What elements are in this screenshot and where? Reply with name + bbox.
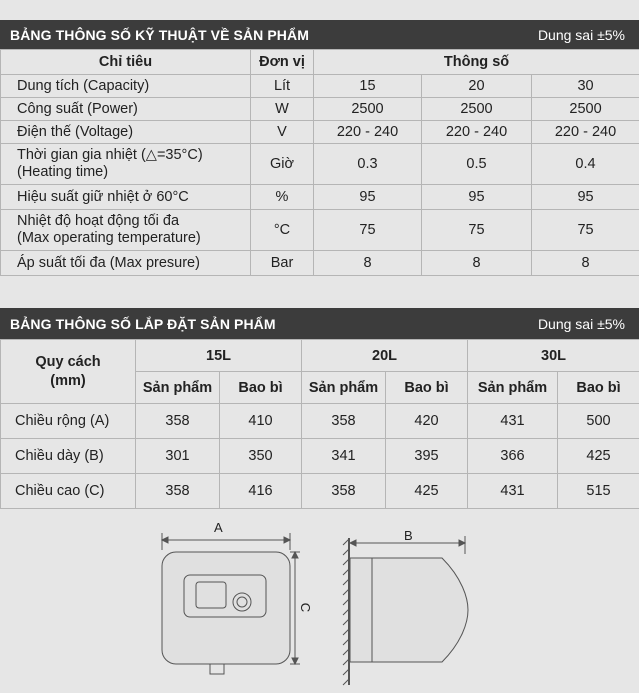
spec-header-row	[1, 50, 639, 75]
install-tolerance: Dung sai ±5%	[537, 315, 625, 332]
cell: 395	[386, 439, 468, 474]
heater-front-body	[162, 552, 290, 664]
values-header: Thông số	[314, 50, 639, 75]
row-value: 2500	[314, 98, 422, 121]
cell: 431	[468, 404, 558, 439]
row-name	[1, 210, 251, 251]
spec-table	[0, 49, 639, 276]
cell: 358	[302, 404, 386, 439]
row-value: 8	[422, 251, 532, 276]
row-name: Công suất (Power)	[1, 98, 251, 121]
row-value: 220 - 240	[422, 121, 532, 144]
heater-side-body	[372, 558, 468, 662]
sub-package: Bao bì	[386, 372, 468, 404]
row-value: 0.4	[532, 144, 639, 185]
spec-label-line1: Quy cách	[35, 353, 101, 370]
sub-product: Sản phẩm	[136, 372, 220, 404]
table-row	[1, 121, 639, 144]
row-value: 20	[422, 75, 532, 98]
sub-package: Bao bì	[558, 372, 639, 404]
row-value: 30	[532, 75, 639, 98]
row-unit: Bar	[251, 251, 314, 276]
sub-product: Sản phẩm	[468, 372, 558, 404]
row-value: 95	[422, 185, 532, 210]
row-unit: Giờ	[251, 144, 314, 185]
row-value: 2500	[422, 98, 532, 121]
row-name-line1: Thời gian gia nhiệt (△=35°C)	[17, 147, 203, 163]
table-row	[1, 439, 639, 474]
pipe-outlet	[210, 664, 224, 674]
row-name: Chiều cao (C)	[1, 474, 136, 509]
row-value: 0.5	[422, 144, 532, 185]
row-name: Điện thế (Voltage)	[1, 121, 251, 144]
row-name: Dung tích (Capacity)	[1, 75, 251, 98]
dimension-diagram	[150, 520, 480, 693]
row-value: 0.3	[314, 144, 422, 185]
spec-header	[0, 20, 639, 49]
cell: 500	[558, 404, 639, 439]
row-value: 75	[532, 210, 639, 251]
cell: 515	[558, 474, 639, 509]
row-name: Chiều dày (B)	[1, 439, 136, 474]
row-name-line2: (Heating time)	[17, 164, 109, 180]
table-row	[1, 185, 639, 210]
sub-package: Bao bì	[220, 372, 302, 404]
model-20l: 20L	[302, 340, 468, 372]
row-unit: %	[251, 185, 314, 210]
mount-bracket	[350, 558, 372, 662]
row-value: 75	[314, 210, 422, 251]
cell: 416	[220, 474, 302, 509]
cell: 425	[386, 474, 468, 509]
row-name	[1, 144, 251, 185]
row-unit: °C	[251, 210, 314, 251]
unit-header: Đơn vị	[251, 50, 314, 75]
model-30l: 30L	[468, 340, 639, 372]
spec-label-line2: (mm)	[50, 372, 86, 389]
row-value: 220 - 240	[314, 121, 422, 144]
row-value: 8	[532, 251, 639, 276]
row-value: 95	[314, 185, 422, 210]
table-row	[1, 144, 639, 185]
row-name-line2: (Max operating temperature)	[17, 230, 201, 246]
label-b: B	[404, 528, 413, 543]
criteria-header: Chỉ tiêu	[1, 50, 251, 75]
install-title: BẢNG THÔNG SỐ LẮP ĐẶT SẢN PHẨM	[10, 315, 276, 332]
cell: 425	[558, 439, 639, 474]
cell: 410	[220, 404, 302, 439]
row-value: 2500	[532, 98, 639, 121]
cell: 301	[136, 439, 220, 474]
sub-product: Sản phẩm	[302, 372, 386, 404]
row-unit: W	[251, 98, 314, 121]
cell: 341	[302, 439, 386, 474]
label-a: A	[214, 520, 223, 535]
table-row	[1, 210, 639, 251]
cell: 358	[136, 474, 220, 509]
row-name-line1: Nhiệt độ hoạt động tối đa	[17, 213, 180, 229]
row-value: 15	[314, 75, 422, 98]
cell: 431	[468, 474, 558, 509]
table-row	[1, 251, 639, 276]
row-name: Hiệu suất giữ nhiệt ở 60°C	[1, 185, 251, 210]
cell: 358	[136, 404, 220, 439]
cell: 420	[386, 404, 468, 439]
row-value: 75	[422, 210, 532, 251]
cell: 358	[302, 474, 386, 509]
label-c: C	[298, 602, 314, 613]
spec-title: BẢNG THÔNG SỐ KỸ THUẬT VỀ SẢN PHẨM	[10, 26, 309, 43]
table-row	[1, 75, 639, 98]
row-value: 220 - 240	[532, 121, 639, 144]
install-model-row	[1, 340, 639, 372]
install-table	[0, 339, 639, 509]
spec-tolerance: Dung sai ±5%	[537, 26, 625, 43]
table-row	[1, 98, 639, 121]
install-header	[0, 308, 639, 339]
row-unit: V	[251, 121, 314, 144]
model-15l: 15L	[136, 340, 302, 372]
row-value: 8	[314, 251, 422, 276]
cell: 350	[220, 439, 302, 474]
row-unit: Lít	[251, 75, 314, 98]
row-value: 95	[532, 185, 639, 210]
row-name: Áp suất tối đa (Max presure)	[1, 251, 251, 276]
table-row	[1, 474, 639, 509]
spec-label	[1, 340, 136, 404]
cell: 366	[468, 439, 558, 474]
row-name: Chiều rộng (A)	[1, 404, 136, 439]
table-row	[1, 404, 639, 439]
